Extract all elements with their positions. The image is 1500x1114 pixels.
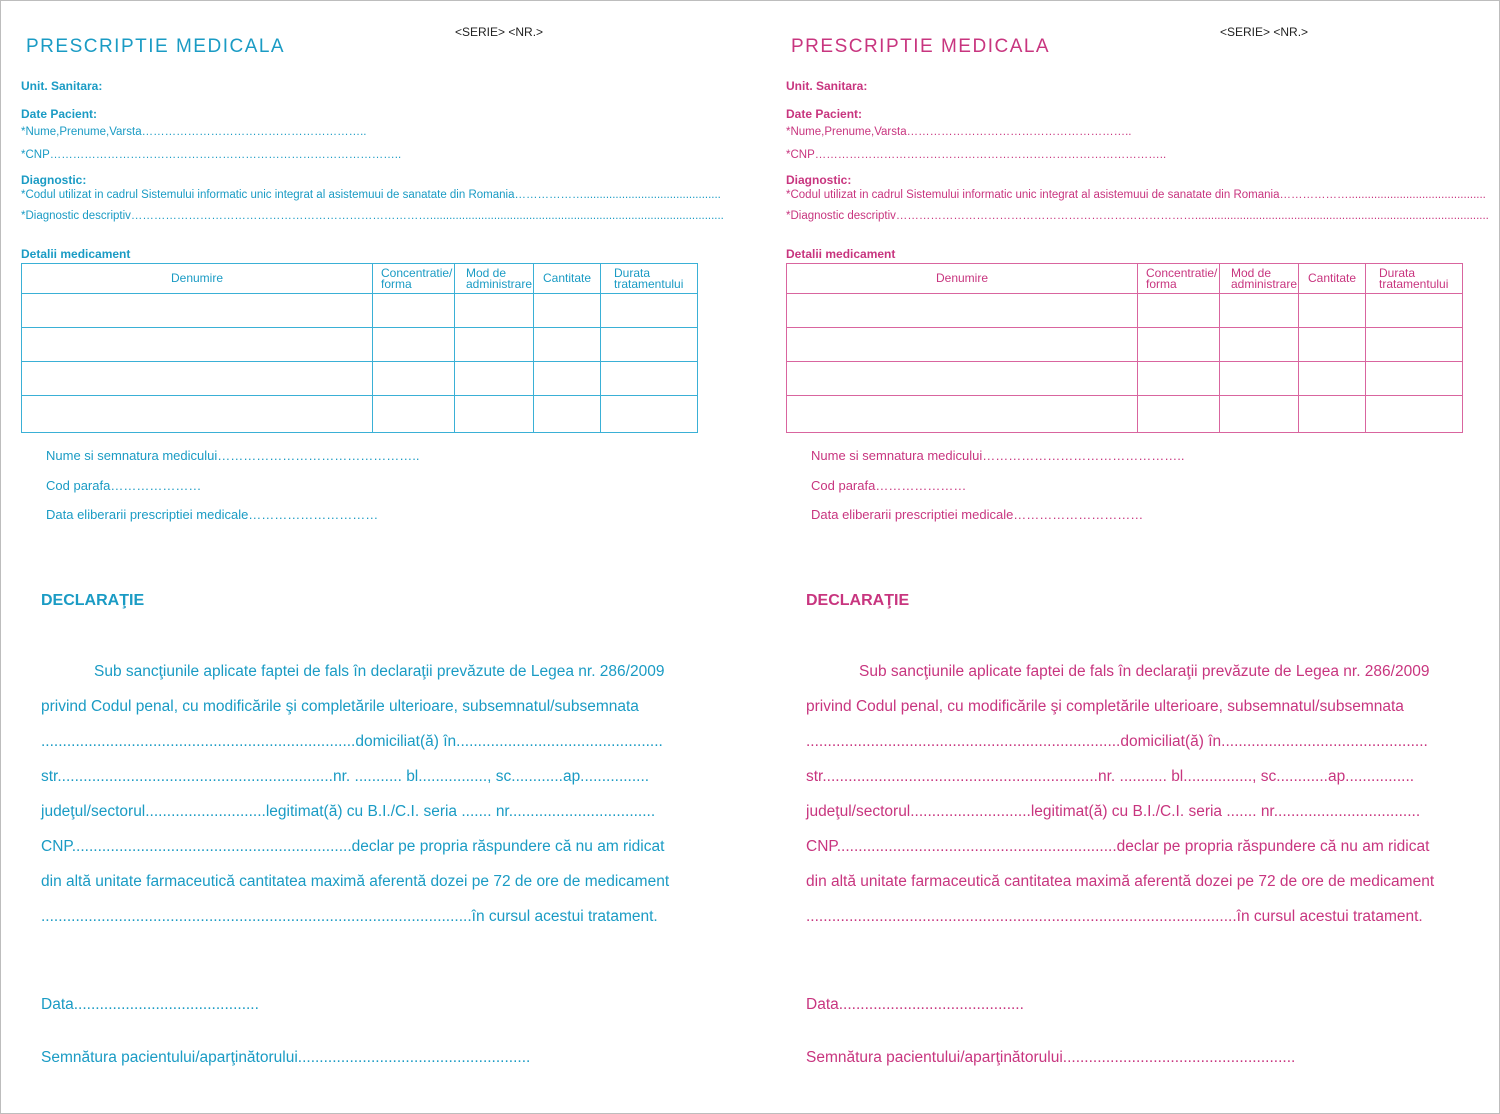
table-cell[interactable] xyxy=(1366,328,1463,362)
table-cell[interactable] xyxy=(1138,396,1220,433)
table-cell[interactable] xyxy=(1299,294,1366,328)
declaration-line[interactable]: judeţul/sectorul............................legitimat(ă) cu B.I./C.I. seria ....... nr.................................. xyxy=(806,803,1421,820)
declaration-line: privind Codul penal, cu modificările şi completările ulterioare, subsemnatul/subsemnata xyxy=(41,698,639,715)
medication-details-label: Detalii medicament xyxy=(21,247,131,261)
serie-number: <SERIE> <NR.> xyxy=(1220,25,1309,39)
issue-date-field[interactable]: Data eliberarii prescriptiei medicale………………………… xyxy=(811,507,1144,522)
table-cell[interactable] xyxy=(373,362,455,396)
table-cell[interactable] xyxy=(1366,294,1463,328)
table-cell[interactable] xyxy=(1220,294,1299,328)
table-cell[interactable] xyxy=(373,328,455,362)
column-header-duration-line1: Durata xyxy=(1379,265,1416,280)
prescription-form-right xyxy=(765,0,1500,1114)
declaration-title: DECLARAŢIE xyxy=(41,592,145,609)
column-header-quantity: Cantitate xyxy=(534,264,601,294)
table-cell[interactable] xyxy=(787,294,1138,328)
table-cell[interactable] xyxy=(1138,294,1220,328)
cnp-field[interactable]: *CNP……………………………………………………………………………….. xyxy=(786,149,1167,161)
column-header-duration xyxy=(1366,264,1463,294)
column-header-duration-line1: Durata xyxy=(614,265,651,280)
table-cell[interactable] xyxy=(601,294,698,328)
table-cell[interactable] xyxy=(1220,328,1299,362)
declaration-line[interactable]: ....................................................................................................în cursul acestui tratament. xyxy=(41,908,658,925)
patient-label: Date Pacient: xyxy=(786,107,863,121)
table-row xyxy=(22,294,698,328)
table-cell[interactable] xyxy=(787,328,1138,362)
diagnostic-description-field[interactable]: *Diagnostic descriptiv……………………………………………………………………............................................................................................ xyxy=(786,210,1489,222)
table-cell[interactable] xyxy=(22,328,373,362)
column-header-quantity: Cantitate xyxy=(1299,264,1366,294)
column-header-concentration-line2: forma xyxy=(381,276,412,291)
declaration-line: din altă unitate farmaceutică cantitatea maximă aferentă dozei pe 72 de ore de medicament xyxy=(41,873,670,890)
declaration-line[interactable]: str................................................................nr. ........... bl................, sc............ap................ xyxy=(806,768,1415,785)
diagnostic-code-field[interactable]: *Codul utilizat in cadrul Sistemului informatic unic integrat al asistemuui de sanatate din Romania………………........................................... xyxy=(786,189,1486,201)
declaration-line[interactable]: .........................................................................domiciliat(ă) în................................................ xyxy=(806,733,1428,750)
declaration-line: privind Codul penal, cu modificările şi completările ulterioare, subsemnatul/subsemnata xyxy=(806,698,1404,715)
column-header-name: Denumire xyxy=(787,264,1138,294)
table-cell[interactable] xyxy=(1366,396,1463,433)
column-header-concentration-line1: Concentratie/ xyxy=(1146,265,1218,280)
table-cell[interactable] xyxy=(1138,362,1220,396)
table-cell[interactable] xyxy=(787,396,1138,433)
declaration-line: din altă unitate farmaceutică cantitatea maximă aferentă dozei pe 72 de ore de medicament xyxy=(806,873,1435,890)
patient-label: Date Pacient: xyxy=(21,107,98,121)
column-header-duration-line2: tratamentului xyxy=(1379,276,1449,291)
table-cell[interactable] xyxy=(1366,362,1463,396)
table-cell[interactable] xyxy=(1220,396,1299,433)
table-cell[interactable] xyxy=(373,294,455,328)
serie-number: <SERIE> <NR.> xyxy=(455,25,544,39)
form-title: PRESCRIPTIE MEDICALA xyxy=(26,36,286,57)
declaration-date-field[interactable]: Data........................................... xyxy=(41,996,259,1013)
column-header-administration-line2: administrare xyxy=(466,276,533,291)
table-row xyxy=(787,362,1463,396)
declaration-line[interactable]: CNP.................................................................declar pe propria răspundere că nu am ridicat xyxy=(41,838,665,855)
table-cell[interactable] xyxy=(534,362,601,396)
table-cell[interactable] xyxy=(787,362,1138,396)
column-header-duration xyxy=(601,264,698,294)
patient-signature-field[interactable]: Semnătura pacientului/aparţinătorului...................................................... xyxy=(41,1049,531,1066)
column-header-administration-line2: administrare xyxy=(1231,276,1298,291)
column-header-name: Denumire xyxy=(22,264,373,294)
table-row xyxy=(787,396,1463,433)
column-header-administration-line1: Mod de xyxy=(466,265,507,280)
table-cell[interactable] xyxy=(22,362,373,396)
table-cell[interactable] xyxy=(1299,396,1366,433)
table-cell[interactable] xyxy=(534,396,601,433)
table-cell[interactable] xyxy=(1220,362,1299,396)
table-cell[interactable] xyxy=(373,396,455,433)
declaration-date-field[interactable]: Data........................................... xyxy=(806,996,1024,1013)
declaration-line: Sub sancţiunile aplicate faptei de fals în declaraţii prevăzute de Legea nr. 286/2009 xyxy=(94,663,665,680)
parafa-code-field[interactable]: Cod parafa………………… xyxy=(46,478,202,493)
medication-table xyxy=(786,263,1463,433)
declaration-line[interactable]: .........................................................................domiciliat(ă) în................................................ xyxy=(41,733,663,750)
patient-name-field[interactable]: *Nume,Prenume,Varsta………………………………………………….. xyxy=(21,126,367,138)
table-cell[interactable] xyxy=(601,362,698,396)
declaration-line[interactable]: judeţul/sectorul............................legitimat(ă) cu B.I./C.I. seria ....... nr.................................. xyxy=(41,803,656,820)
table-row xyxy=(22,362,698,396)
column-header-administration xyxy=(1220,264,1299,294)
column-header-concentration xyxy=(373,264,455,294)
table-cell[interactable] xyxy=(1299,328,1366,362)
declaration-title: DECLARAŢIE xyxy=(806,592,910,609)
issue-date-field[interactable]: Data eliberarii prescriptiei medicale………………………… xyxy=(46,507,379,522)
table-cell[interactable] xyxy=(1299,362,1366,396)
column-header-administration xyxy=(455,264,534,294)
table-row xyxy=(787,328,1463,362)
diagnostic-code-field[interactable]: *Codul utilizat in cadrul Sistemului informatic unic integrat al asistemuui de sanatate din Romania………………........................................... xyxy=(21,189,721,201)
table-cell[interactable] xyxy=(455,294,534,328)
table-cell[interactable] xyxy=(455,328,534,362)
medication-details-label: Detalii medicament xyxy=(786,247,896,261)
declaration-line[interactable]: ....................................................................................................în cursul acestui tratament. xyxy=(806,908,1423,925)
doctor-signature-field[interactable]: Nume si semnatura medicului……………………………………….. xyxy=(811,448,1185,463)
table-cell[interactable] xyxy=(534,294,601,328)
table-row xyxy=(22,396,698,433)
table-cell[interactable] xyxy=(1138,328,1220,362)
unit-label: Unit. Sanitara: xyxy=(786,79,868,93)
patient-name-field[interactable]: *Nume,Prenume,Varsta………………………………………………….. xyxy=(786,126,1132,138)
table-cell[interactable] xyxy=(534,328,601,362)
column-header-concentration-line2: forma xyxy=(1146,276,1177,291)
table-cell[interactable] xyxy=(601,396,698,433)
column-header-concentration-line1: Concentratie/ xyxy=(381,265,453,280)
table-row xyxy=(787,294,1463,328)
diagnostic-label: Diagnostic: xyxy=(786,173,852,187)
doctor-signature-field[interactable]: Nume si semnatura medicului……………………………………….. xyxy=(46,448,420,463)
parafa-code-field[interactable]: Cod parafa………………… xyxy=(811,478,967,493)
column-header-administration-line1: Mod de xyxy=(1231,265,1272,280)
table-cell[interactable] xyxy=(22,294,373,328)
form-title: PRESCRIPTIE MEDICALA xyxy=(791,36,1051,57)
unit-label: Unit. Sanitara: xyxy=(21,79,103,93)
declaration-line[interactable]: CNP.................................................................declar pe propria răspundere că nu am ridicat xyxy=(806,838,1430,855)
table-cell[interactable] xyxy=(22,396,373,433)
table-cell[interactable] xyxy=(601,328,698,362)
diagnostic-label: Diagnostic: xyxy=(21,173,87,187)
declaration-line[interactable]: str................................................................nr. ........... bl................, sc............ap................ xyxy=(41,768,650,785)
column-header-duration-line2: tratamentului xyxy=(614,276,684,291)
table-cell[interactable] xyxy=(455,396,534,433)
table-cell[interactable] xyxy=(455,362,534,396)
cnp-field[interactable]: *CNP……………………………………………………………………………….. xyxy=(21,149,402,161)
table-row xyxy=(22,328,698,362)
declaration-line: Sub sancţiunile aplicate faptei de fals în declaraţii prevăzute de Legea nr. 286/2009 xyxy=(859,663,1430,680)
column-header-concentration xyxy=(1138,264,1220,294)
diagnostic-description-field[interactable]: *Diagnostic descriptiv……………………………………………………………………............................................................................................ xyxy=(21,210,724,222)
patient-signature-field[interactable]: Semnătura pacientului/aparţinătorului...................................................... xyxy=(806,1049,1296,1066)
table-header-row xyxy=(787,264,1463,294)
medication-table xyxy=(21,263,698,433)
table-header-row xyxy=(22,264,698,294)
